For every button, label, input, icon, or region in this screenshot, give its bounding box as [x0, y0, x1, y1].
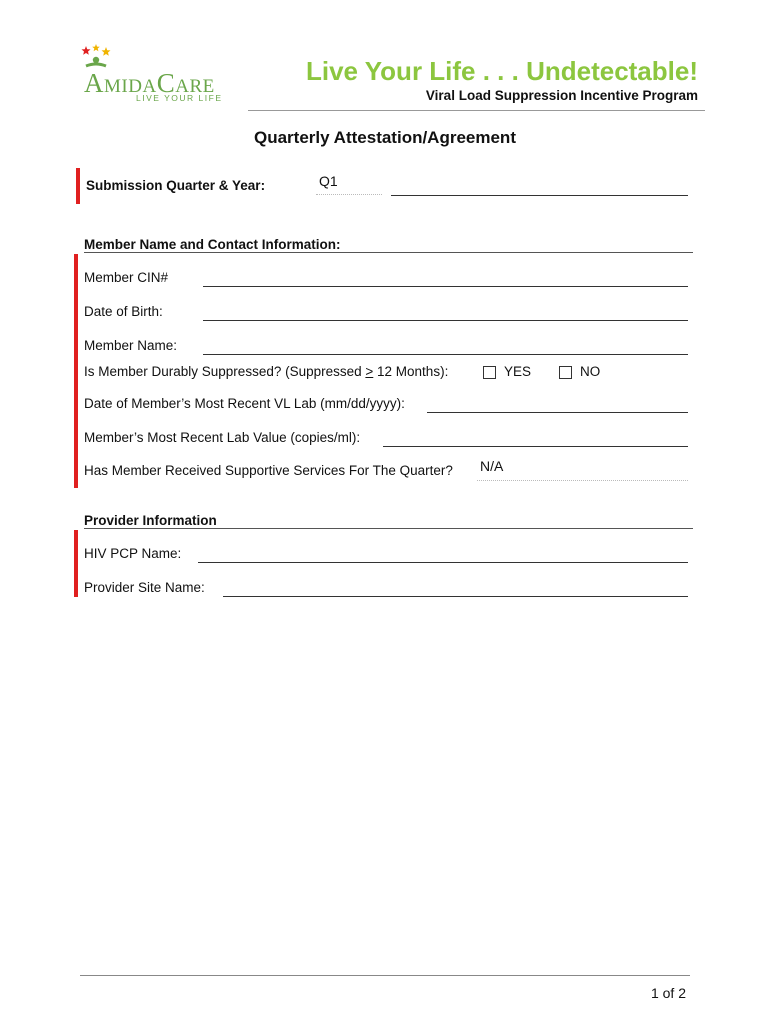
form-title: Quarterly Attestation/Agreement: [254, 128, 516, 147]
vl-date-field[interactable]: [427, 412, 688, 413]
hiv-pcp-label: HIV PCP Name:: [84, 546, 182, 561]
provider-section-rule: [84, 528, 693, 529]
page-number: 1 of 2: [650, 985, 686, 1001]
year-field[interactable]: [391, 195, 688, 196]
yes-checkbox[interactable]: [483, 366, 496, 379]
logo-tagline: LIVE YOUR LIFE: [136, 93, 223, 103]
quarter-field[interactable]: [316, 172, 382, 195]
footer-rule: [80, 975, 690, 976]
provider-section-title: Provider Information: [84, 513, 217, 528]
dob-label: Date of Birth:: [84, 304, 163, 319]
member-cin-field[interactable]: [203, 286, 688, 287]
member-cin-label: Member CIN#: [84, 270, 169, 285]
amidacare-logo: [80, 44, 240, 106]
member-name-label: Member Name:: [84, 338, 178, 353]
provider-site-field[interactable]: [223, 596, 688, 597]
no-checkbox[interactable]: [559, 366, 572, 379]
supportive-services-field[interactable]: [477, 457, 688, 481]
suppressed-label: Is Member Durably Suppressed? (Suppressed > 12 Months):: [84, 364, 449, 379]
yes-label: YES: [504, 364, 532, 379]
quarter-value: Q1: [319, 173, 338, 189]
required-marker: [74, 530, 78, 597]
lab-value-label: Member’s Most Recent Lab Value (copies/ml):: [84, 430, 361, 445]
dob-field[interactable]: [203, 320, 688, 321]
no-label: NO: [580, 364, 601, 379]
member-name-field[interactable]: [203, 354, 688, 355]
header-divider: [248, 110, 705, 111]
required-marker: [76, 168, 80, 204]
member-section-title: Member Name and Contact Information:: [84, 237, 341, 252]
provider-site-label: Provider Site Name:: [84, 580, 205, 595]
supportive-services-label: Has Member Received Supportive Services For The Quarter?: [84, 463, 453, 478]
headline: Live Your Life . . . Undetectable!: [305, 56, 698, 86]
vl-date-label: Date of Member’s Most Recent VL Lab (mm/dd/yyyy):: [84, 396, 405, 411]
member-section-rule: [84, 252, 693, 253]
required-marker: [74, 254, 78, 488]
logo-wordmark: AMIDACARE: [84, 68, 215, 98]
lab-value-field[interactable]: [383, 446, 688, 447]
subheadline: Viral Load Suppression Incentive Program: [425, 88, 698, 103]
submission-label: Submission Quarter & Year:: [86, 178, 266, 193]
supportive-services-value: N/A: [480, 458, 504, 474]
hiv-pcp-field[interactable]: [198, 562, 688, 563]
